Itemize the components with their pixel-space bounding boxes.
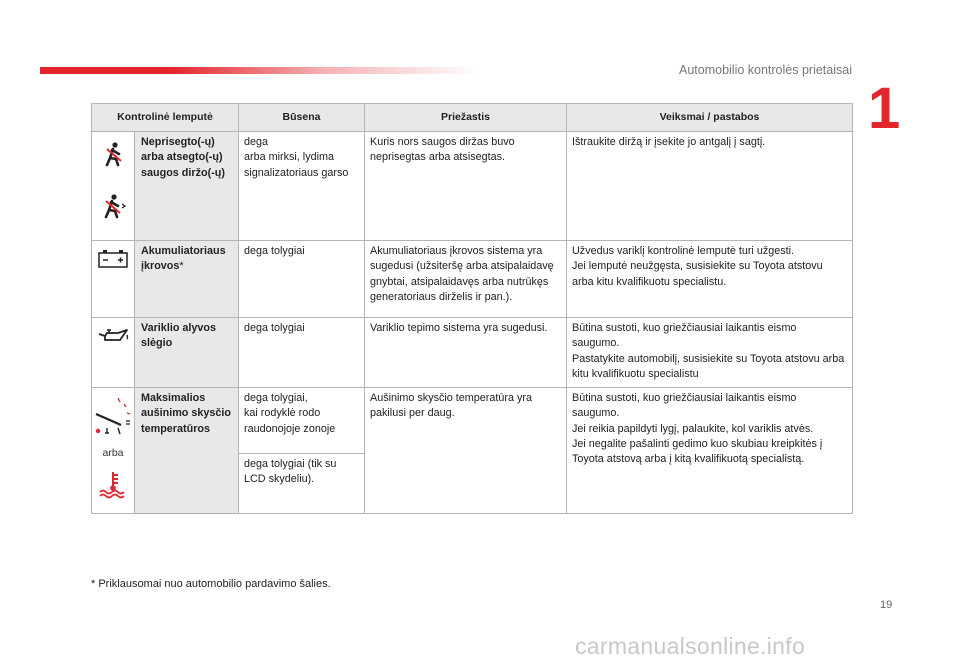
- cause-cell: Aušinimo skysčio temperatūra yra pakilusi per daug.: [365, 388, 567, 514]
- table-row: [92, 132, 853, 241]
- status-cell: dega tolygiai: [239, 241, 365, 318]
- temperature-gauge-icon: [94, 394, 132, 440]
- battery-icon: [97, 249, 129, 269]
- table-row: [92, 241, 853, 318]
- action-text: Pastatykite automobilį, susisiekite su Toyota atstovu arba kitu kvalifikuotu specialistu: [572, 352, 845, 380]
- chapter-number: 1: [868, 76, 901, 141]
- footnote: * Priklausomai nuo automobilio pardavimo šalies.: [91, 578, 331, 590]
- lamp-name: Neprisegto(-ų) arba atsegto(-ų) saugos diržo(-ų): [135, 132, 239, 241]
- lamp-cell: [135, 241, 239, 318]
- cause-cell: Akumuliatoriaus įkrovos sistema yra sugedusi (užsiteršę arba atsipalaidavę gnybtai, atsipalaidavęs arba nutrūkęs generatoriaus dirželis ir pan.).: [365, 241, 567, 318]
- icon-cell: [92, 241, 135, 318]
- page-number: 19: [880, 599, 893, 611]
- seatbelt-warning-icon: [98, 192, 128, 222]
- status-text: arba mirksi, lydima signalizatoriaus garso: [244, 151, 349, 179]
- action-text: Būtina sustoti, kuo griežčiausiai laikantis eismo saugumo.: [572, 392, 797, 420]
- lamp-name: Akumuliatoriaus įkrovos: [141, 245, 226, 273]
- footnote-mark: *: [179, 260, 184, 273]
- action-text: Būtina sustoti, kuo griežčiausiai laikantis eismo saugumo.: [572, 322, 797, 350]
- lamp-name: Variklio alyvos slėgio: [135, 318, 239, 388]
- section-title: Automobilio kontrolės prietaisai: [678, 63, 852, 77]
- action-text: Jei reikia papildyti lygį, palaukite, kol variklis atvės.: [572, 422, 814, 435]
- status-cell: dega tolygiai (tik su LCD skydeliu).: [239, 454, 365, 514]
- cause-cell: Kuris nors saugos diržas buvo neprisegtas arba atsisegtas.: [365, 132, 567, 241]
- cause-cell: Variklio tepimo sistema yra sugedusi.: [365, 318, 567, 388]
- coolant-temperature-icon: [97, 469, 129, 499]
- action-text: Jei negalite pašalinti gedimo kuo skubiau kreipkitės į Toyota atstovą arba į kitą kvalifikuotą specialistą.: [572, 437, 823, 466]
- status-cell: [239, 388, 365, 454]
- status-text: dega: [244, 136, 269, 148]
- status-text: kai rodyklė rodo raudonojoje zonoje: [244, 407, 336, 435]
- status-cell: [239, 132, 365, 241]
- column-header: Kontrolinė lemputė: [92, 104, 239, 132]
- status-text: dega tolygiai,: [244, 392, 308, 404]
- table-row: [92, 388, 853, 454]
- icon-cell: [92, 388, 135, 514]
- action-text: Užvedus variklį kontrolinė lemputė turi užgesti.: [572, 245, 795, 257]
- column-header: Veiksmai / pastabos: [567, 104, 853, 132]
- column-header: Būsena: [239, 104, 365, 132]
- icon-cell: [92, 318, 135, 388]
- table-header-row: [92, 104, 853, 132]
- table-row: [92, 318, 853, 388]
- warning-lights-table: [91, 103, 853, 514]
- action-cell: [567, 388, 853, 514]
- status-cell: dega tolygiai: [239, 318, 365, 388]
- action-text: Jei lemputė neužgęsta, susisiekite su Toyota atstovu arba kitu kvalifikuotu specialistu.: [572, 260, 823, 288]
- oil-can-icon: [96, 326, 130, 348]
- action-cell: Ištraukite diržą ir įsekite jo antgalį į sagtį.: [567, 132, 853, 241]
- icon-cell: [92, 132, 135, 241]
- action-cell: [567, 241, 853, 318]
- lamp-name: Maksimalios aušinimo skysčio temperatūros: [135, 388, 239, 514]
- action-cell: [567, 318, 853, 388]
- seatbelt-warning-icon: [98, 140, 128, 170]
- arba-label: arba: [102, 447, 124, 459]
- header-accent-bar: [40, 67, 480, 74]
- column-header: Priežastis: [365, 104, 567, 132]
- watermark: carmanualsonline.info: [575, 633, 806, 659]
